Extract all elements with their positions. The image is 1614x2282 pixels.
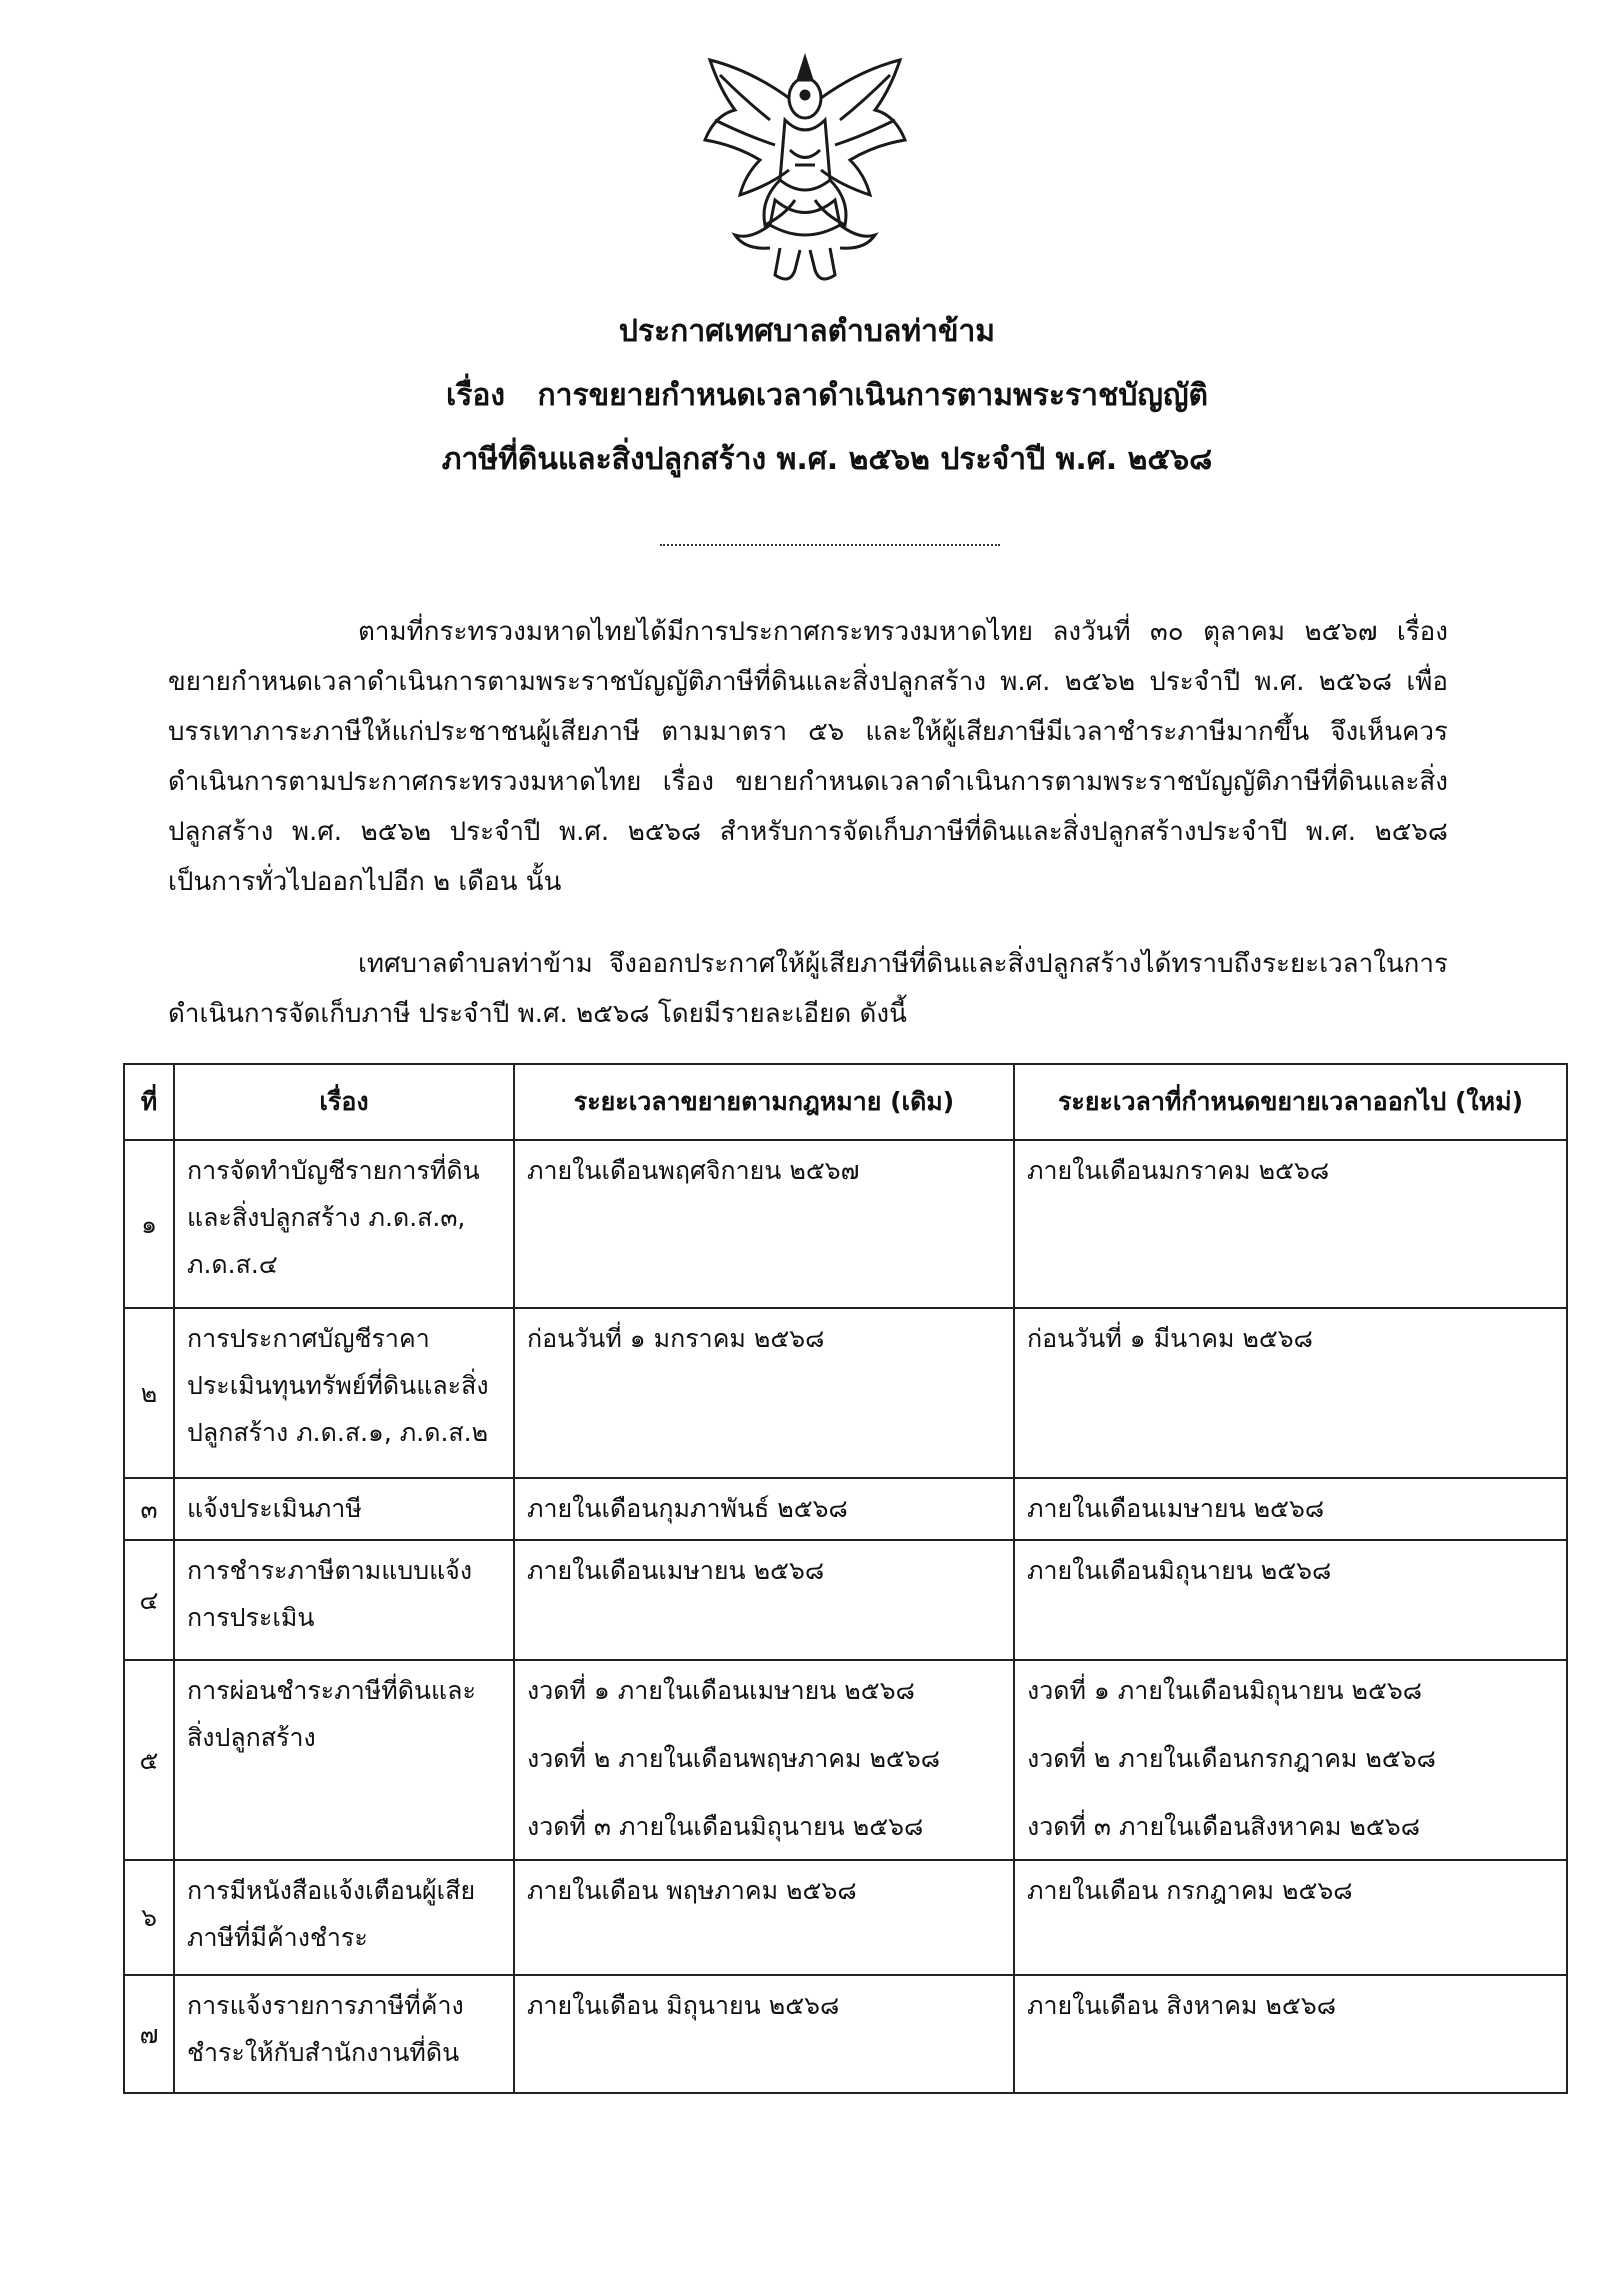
row-number: ๒ — [124, 1308, 174, 1478]
schedule-table — [123, 1063, 1568, 2094]
row-subject: การประกาศบัญชีราคาประเมินทุนทรัพย์ที่ดินและสิ่งปลูกสร้าง ภ.ด.ส.๑, ภ.ด.ส.๒ — [174, 1308, 514, 1478]
subject-line-2: ภาษีที่ดินและสิ่งปลูกสร้าง พ.ศ. ๒๕๖๒ ประจำปี พ.ศ. ๒๕๖๘ — [441, 442, 1213, 477]
table-row — [124, 1140, 1567, 1308]
title-block — [0, 300, 1614, 492]
table-row — [124, 1860, 1567, 1975]
garuda-emblem-icon — [690, 50, 920, 295]
table-row — [124, 1660, 1567, 1860]
header-no: ที่ — [124, 1064, 174, 1140]
table-row — [124, 1478, 1567, 1540]
subject-text: การขยายกำหนดเวลาดำเนินการตามพระราชบัญญัติ — [537, 378, 1209, 413]
row-subject: การผ่อนชำระภาษีที่ดินและสิ่งปลูกสร้าง — [174, 1660, 514, 1860]
header-subject: เรื่อง — [174, 1064, 514, 1140]
installment-3-new: งวดที่ ๓ ภายในเดือนสิงหาคม ๒๕๖๘ — [1027, 1812, 1420, 1841]
row-old-period: ภายในเดือนเมษายน ๒๕๖๘ — [514, 1540, 1014, 1660]
installment-3-old: งวดที่ ๓ ภายในเดือนมิถุนายน ๒๕๖๘ — [527, 1812, 924, 1841]
row-old-period — [514, 1660, 1014, 1860]
row-subject: การแจ้งรายการภาษีที่ค้างชำระให้กับสำนักงานที่ดิน — [174, 1975, 514, 2093]
row-subject: การชำระภาษีตามแบบแจ้งการประเมิน — [174, 1540, 514, 1660]
paragraph-1: ตามที่กระทรวงมหาดไทยได้มีการประกาศกระทรวงมหาดไทย ลงวันที่ ๓๐ ตุลาคม ๒๕๖๗ เรื่อง ขยายกำหนดเวลาดำเนินการตามพระราชบัญญัติภาษีที่ดินและสิ่งปลูกสร้าง พ.ศ. ๒๕๖๒ ประจำปี พ.ศ. ๒๕๖๘ เพื่อบรรเทาภาระภาษีให้แก่ประชาชนผู้เสียภาษี ตามมาตรา ๕๖ และให้ผู้เสียภาษีมีเวลาชำระภาษีมากขึ้น จึงเห็นควรดำเนินการตามประกาศกระทรวงมหาดไทย เรื่อง ขยายกำหนดเวลาดำเนินการตามพระราชบัญญัติภาษีที่ดินและสิ่งปลูกสร้าง พ.ศ. ๒๕๖๒ ประจำปี พ.ศ. ๒๕๖๘ สำหรับการจัดเก็บภาษีที่ดินและสิ่งปลูกสร้างประจำปี พ.ศ. ๒๕๖๘ เป็นการทั่วไปออกไปอีก ๒ เดือน นั้น — [168, 617, 1448, 897]
row-new-period: ภายในเดือนมิถุนายน ๒๕๖๘ — [1014, 1540, 1567, 1660]
row-number: ๔ — [124, 1540, 174, 1660]
subject-label: เรื่อง — [445, 378, 506, 413]
row-subject: การจัดทำบัญชีรายการที่ดินและสิ่งปลูกสร้าง ภ.ด.ส.๓, ภ.ด.ส.๔ — [174, 1140, 514, 1308]
row-old-period: ภายในเดือน พฤษภาคม ๒๕๖๘ — [514, 1860, 1014, 1975]
row-new-period: ภายในเดือน กรกฎาคม ๒๕๖๘ — [1014, 1860, 1567, 1975]
table-row — [124, 1308, 1567, 1478]
table-row — [124, 1975, 1567, 2093]
installment-1-old: งวดที่ ๑ ภายในเดือนเมษายน ๒๕๖๘ — [527, 1676, 915, 1705]
row-old-period: ภายในเดือน มิถุนายน ๒๕๖๘ — [514, 1975, 1014, 2093]
row-new-period: ก่อนวันที่ ๑ มีนาคม ๒๕๖๘ — [1014, 1308, 1567, 1478]
announcement-title: ประกาศเทศบาลตำบลท่าข้าม — [618, 314, 996, 349]
row-old-period: ก่อนวันที่ ๑ มกราคม ๒๕๖๘ — [514, 1308, 1014, 1478]
row-number: ๓ — [124, 1478, 174, 1540]
row-old-period: ภายในเดือนพฤศจิกายน ๒๕๖๗ — [514, 1140, 1014, 1308]
subject-line — [0, 364, 1614, 428]
row-number: ๖ — [124, 1860, 174, 1975]
header-new-period: ระยะเวลาที่กำหนดขยายเวลาออกไป (ใหม่) — [1014, 1064, 1567, 1140]
row-new-period: ภายในเดือนมกราคม ๒๕๖๘ — [1014, 1140, 1567, 1308]
row-number: ๗ — [124, 1975, 174, 2093]
row-number: ๑ — [124, 1140, 174, 1308]
row-subject: การมีหนังสือแจ้งเตือนผู้เสียภาษีที่มีค้างชำระ — [174, 1860, 514, 1975]
installment-1-new: งวดที่ ๑ ภายในเดือนมิถุนายน ๒๕๖๘ — [1027, 1676, 1423, 1705]
row-number: ๕ — [124, 1660, 174, 1860]
row-old-period: ภายในเดือนกุมภาพันธ์ ๒๕๖๘ — [514, 1478, 1014, 1540]
table-row — [124, 1540, 1567, 1660]
row-new-period: ภายในเดือนเมษายน ๒๕๖๘ — [1014, 1478, 1567, 1540]
row-subject: แจ้งประเมินภาษี — [174, 1478, 514, 1540]
row-new-period: ภายในเดือน สิงหาคม ๒๕๖๘ — [1014, 1975, 1567, 2093]
installment-2-new: งวดที่ ๒ ภายในเดือนกรกฎาคม ๒๕๖๘ — [1027, 1744, 1436, 1773]
header-old-period: ระยะเวลาขยายตามกฎหมาย (เดิม) — [514, 1064, 1014, 1140]
dotted-divider — [660, 540, 1000, 546]
paragraph-2: เทศบาลตำบลท่าข้าม จึงออกประกาศให้ผู้เสียภาษีที่ดินและสิ่งปลูกสร้างได้ทราบถึงระยะเวลาในการดำเนินการจัดเก็บภาษี ประจำปี พ.ศ. ๒๕๖๘ โดยมีรายละเอียด ดังนี้ — [168, 949, 1448, 1029]
table-header-row — [124, 1064, 1567, 1140]
row-new-period — [1014, 1660, 1567, 1860]
installment-2-old: งวดที่ ๒ ภายในเดือนพฤษภาคม ๒๕๖๘ — [527, 1744, 941, 1773]
